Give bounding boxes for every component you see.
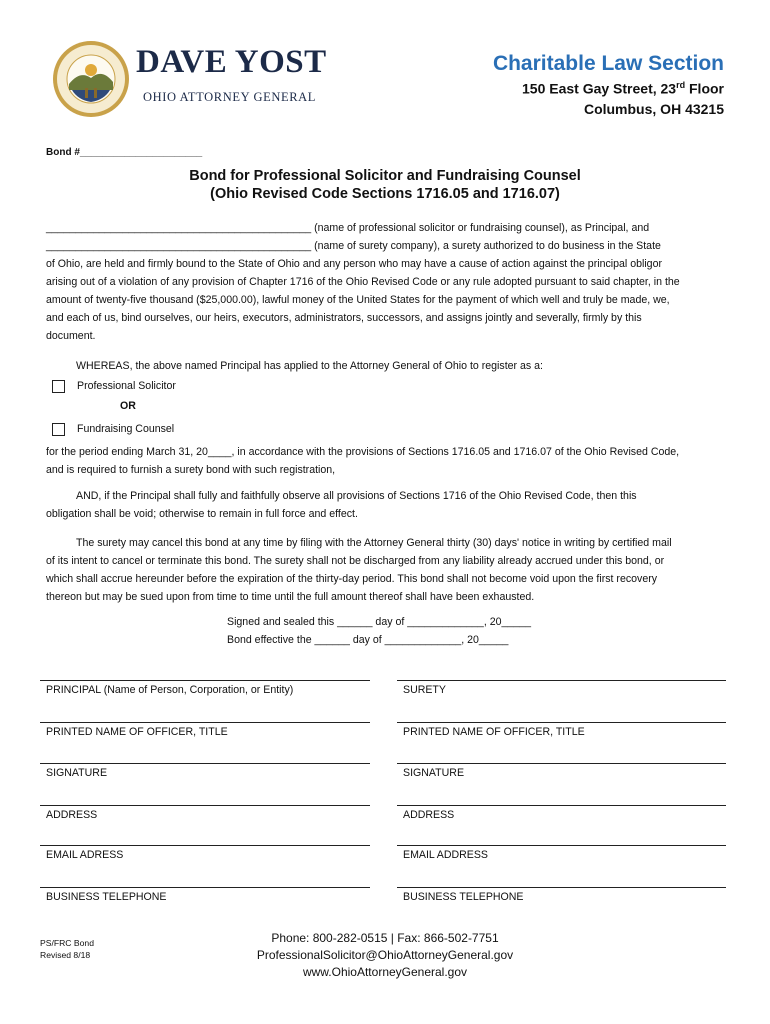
surety-signature-field[interactable]	[397, 763, 726, 764]
principal-email-label: EMAIL ADRESS	[46, 849, 124, 861]
paragraph-line: and each of us, bind ourselves, our heirs, executors, administrators, successors, and assigns jointly and severally, firmly by this	[46, 312, 642, 324]
signed-sealed-date-field[interactable]: Signed and sealed this ______ day of _____________, 20_____	[227, 616, 531, 628]
contact-info	[0, 930, 770, 981]
paragraph-line: The surety may cancel this bond at any time by filing with the Attorney General thirty (30) days' notice in writing by certified mail	[76, 537, 672, 549]
obligation-paragraph	[46, 219, 726, 345]
principal-address-label: ADDRESS	[46, 809, 98, 821]
address-line-2: Columbus, OH 43215	[583, 101, 724, 117]
surety-signature-label: SIGNATURE	[403, 767, 465, 779]
or-label: OR	[120, 400, 136, 412]
revision-date: Revised 8/18	[40, 950, 91, 960]
paragraph-line[interactable]: _____________________________________________ (name of professional solicitor or fundraising counsel), as Principal, and	[46, 222, 650, 234]
surety-telephone-label: BUSINESS TELEPHONE	[403, 891, 524, 903]
principal-name-field[interactable]	[40, 680, 370, 681]
bond-effective-date-field[interactable]: Bond effective the ______ day of _____________, 20_____	[227, 634, 509, 646]
condition-paragraph	[46, 487, 736, 523]
address-line-1: 150 East Gay Street, 23rd Floor	[522, 80, 724, 97]
paragraph-line: arising out of a violation of any provision of Chapter 1716 of the Ohio Revised Code or any rule adopted pursuant to said chapter, in the	[46, 276, 680, 288]
attorney-general-office: OHIO ATTORNEY GENERAL	[143, 90, 317, 104]
surety-officer-field[interactable]	[397, 722, 726, 723]
surety-officer-label: PRINTED NAME OF OFFICER, TITLE	[403, 726, 585, 738]
surety-email-label: EMAIL ADDRESS	[403, 849, 488, 861]
principal-name-label: PRINCIPAL (Name of Person, Corporation, or Entity)	[46, 684, 294, 696]
phone-fax: Phone: 800-282-0515 | Fax: 866-502-7751	[271, 931, 499, 945]
professional-solicitor-checkbox[interactable]	[52, 380, 65, 393]
paragraph-line: thereon but may be sued upon from time to time until the full amount thereof shall have been exhausted.	[46, 591, 535, 603]
professional-solicitor-option[interactable]	[52, 377, 176, 395]
paragraph-line: amount of twenty-five thousand ($25,000.00), lawful money of the United States for the payment of which well and truly be made, we,	[46, 294, 670, 306]
paragraph-line[interactable]: _____________________________________________ (name of surety company), a surety authorized to do business in the State	[46, 240, 661, 252]
paragraph-line: AND, if the Principal shall fully and faithfully observe all provisions of Sections 1716 of the Ohio Revised Code, then this	[76, 490, 637, 502]
surety-telephone-field[interactable]	[397, 887, 726, 888]
fundraising-counsel-checkbox[interactable]	[52, 423, 65, 436]
paragraph-line: document.	[46, 330, 96, 342]
cancellation-paragraph	[46, 534, 736, 606]
ohio-attorney-general-seal-icon	[52, 40, 130, 118]
surety-email-field[interactable]	[397, 845, 726, 846]
principal-address-field[interactable]	[40, 805, 370, 806]
bond-number-field[interactable]: Bond #______________________	[46, 147, 203, 158]
surety-address-field[interactable]	[397, 805, 726, 806]
paragraph-line: which shall accrue hereunder before the expiration of the thirty-day period. This bond shall not become void upon the first recovery	[46, 573, 658, 585]
surety-address-label: ADDRESS	[403, 809, 455, 821]
principal-officer-field[interactable]	[40, 722, 370, 723]
paragraph-line: obligation shall be void; otherwise to remain in full force and effect.	[46, 508, 358, 520]
fundraising-counsel-label: Fundraising Counsel	[77, 423, 175, 435]
surety-name-field[interactable]	[397, 680, 726, 681]
fundraising-counsel-option[interactable]	[52, 420, 174, 438]
contact-email-link[interactable]: ProfessionalSolicitor@OhioAttorneyGeneral.gov	[256, 948, 514, 962]
principal-email-field[interactable]	[40, 845, 370, 846]
principal-signature-field[interactable]	[40, 763, 370, 764]
principal-telephone-field[interactable]	[40, 887, 370, 888]
paragraph-line: of Ohio, are held and firmly bound to the State of Ohio and any person who may have a cause of action against the principal obligor	[46, 258, 662, 270]
period-paragraph	[46, 443, 736, 479]
surety-name-label: SURETY	[403, 684, 446, 696]
professional-solicitor-label: Professional Solicitor	[77, 380, 176, 392]
principal-signature-label: SIGNATURE	[46, 767, 108, 779]
form-id: PS/FRC Bond	[40, 938, 94, 948]
whereas-paragraph: WHEREAS, the above named Principal has applied to the Attorney General of Ohio to register as a:	[76, 360, 543, 372]
attorney-general-name: DAVE YOST	[136, 44, 327, 80]
section-title: Charitable Law Section	[492, 52, 724, 75]
document-title: Bond for Professional Solicitor and Fundraising Counsel	[189, 168, 581, 184]
principal-telephone-label: BUSINESS TELEPHONE	[46, 891, 167, 903]
paragraph-line: and is required to furnish a surety bond with such registration,	[46, 464, 336, 476]
document-subtitle: (Ohio Revised Code Sections 1716.05 and 1716.07)	[210, 186, 560, 202]
website-link[interactable]: www.OhioAttorneyGeneral.gov	[302, 965, 468, 979]
paragraph-line: of its intent to cancel or terminate this bond. The surety shall not be discharged from any liability already accrued under this bond, or	[46, 555, 665, 567]
paragraph-line[interactable]: for the period ending March 31, 20____, in accordance with the provisions of Sections 1716.05 and 1716.07 of the Ohio Revised Code,	[46, 446, 680, 458]
principal-officer-label: PRINTED NAME OF OFFICER, TITLE	[46, 726, 228, 738]
